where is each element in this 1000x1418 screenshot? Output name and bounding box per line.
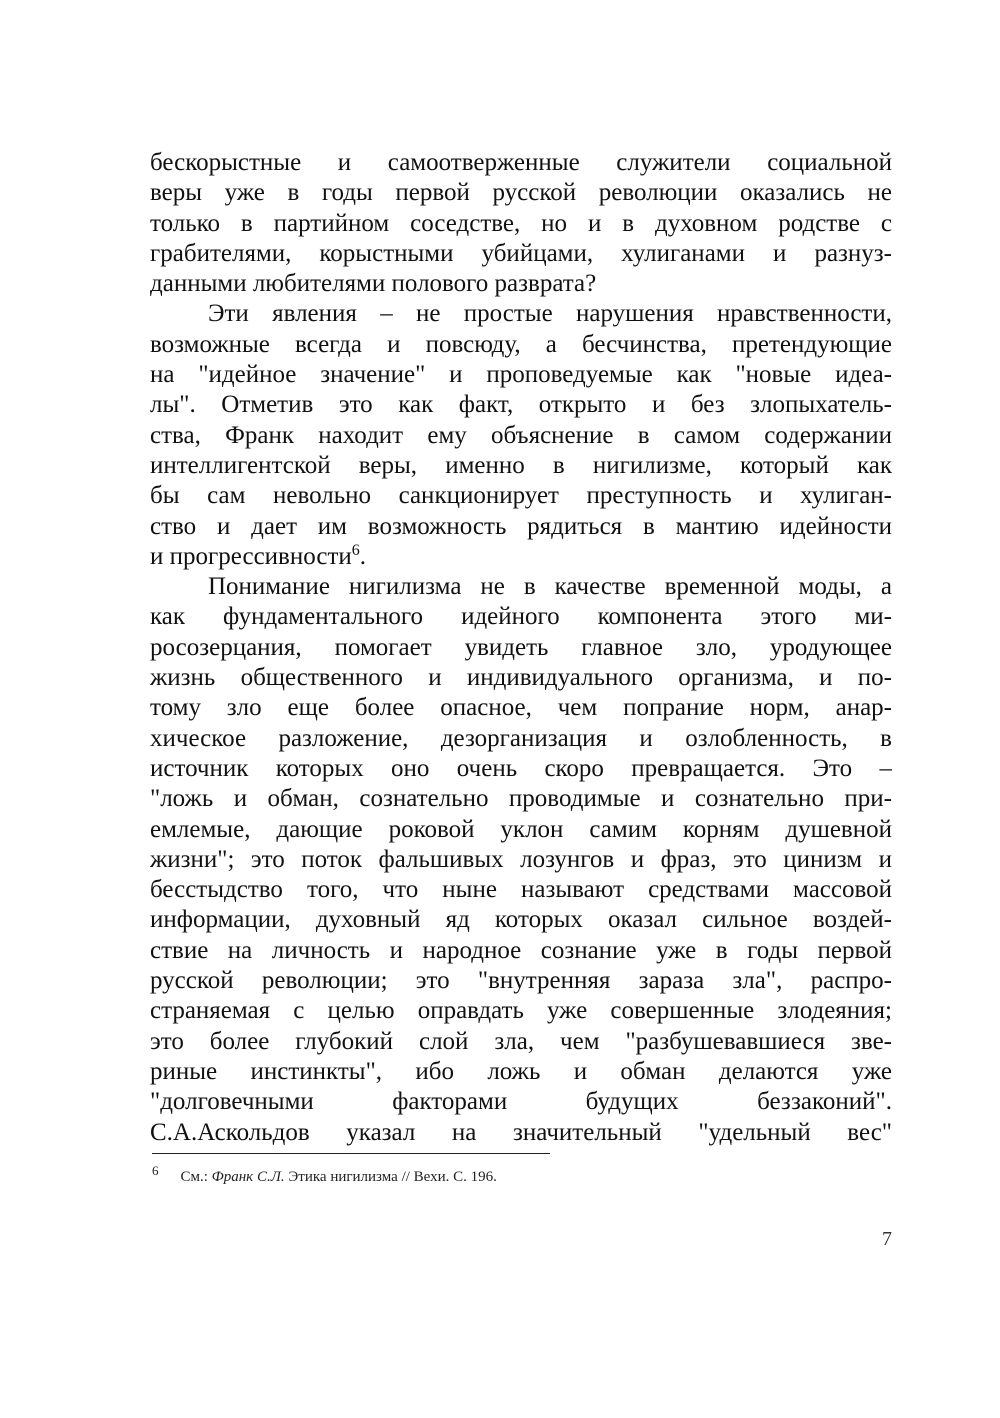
text-line: это более глубокий слой зла, чем "разбушевавшиеся зве- bbox=[150, 1027, 892, 1055]
text-line: бесстыдство того, что ныне называют средствами массовой bbox=[150, 876, 892, 904]
text-line: интеллигентской веры, именно в нигилизме, который как bbox=[150, 451, 892, 479]
text-line-with-footnote-ref: и прогрессивности$^6$. bbox=[150, 541, 367, 570]
footnote-author: Франк С.Л. bbox=[211, 1169, 285, 1185]
body-text bbox=[150, 148, 892, 1148]
text-line: тому зло еще более опасное, чем попрание норм, анар- bbox=[150, 694, 892, 722]
text-line: источник которых оно очень скоро превращается. Это – bbox=[150, 754, 892, 782]
text-line: Понимание нигилизма не в качестве временной моды, а bbox=[208, 573, 892, 601]
text-line: риные инстинкты", ибо ложь и обман делаются уже bbox=[150, 1057, 892, 1085]
footnote-reference: 6 bbox=[351, 541, 360, 559]
text-line: ствие на личность и народное сознание уже в годы первой bbox=[150, 936, 892, 964]
text-line: возможные всегда и повсюду, а бесчинства, претендующие bbox=[150, 330, 892, 358]
text-line: информации, духовный яд которых оказал сильное воздей- bbox=[150, 906, 892, 934]
text-line: Эти явления – не простые нарушения нравственности, bbox=[208, 300, 892, 328]
text-line: жизнь общественного и индивидуального организма, и по- bbox=[150, 664, 892, 692]
text-line: ство и дает им возможность рядиться в мантию идейности bbox=[150, 512, 892, 540]
footnote-divider bbox=[152, 1153, 550, 1154]
text-line: бы сам невольно санкционирует преступность и хулиган- bbox=[150, 482, 892, 510]
text-line: на "идейное значение" и проповедуемые как "новые идеа- bbox=[150, 361, 892, 389]
page-number: 7 bbox=[882, 1228, 892, 1250]
text-line: бескорыстные и самоотверженные служители социальной bbox=[150, 149, 892, 176]
text-line: "ложь и обман, сознательно проводимые и сознательно при- bbox=[150, 785, 892, 813]
text-line: только в партийном соседстве, но и в духовном родстве с bbox=[150, 209, 892, 237]
footnote bbox=[152, 1160, 892, 1188]
text-line: как фундаментального идейного компонента этого ми- bbox=[150, 603, 892, 631]
footnote-prefix: См.: bbox=[180, 1169, 212, 1185]
text-line: страняемая с целью оправдать уже совершенные злодеяния; bbox=[150, 997, 892, 1025]
text-line: росозерцания, помогает увидеть главное зло, уродующее bbox=[150, 633, 892, 661]
text-line: жизни"; это поток фальшивых лозунгов и фраз, это цинизм и bbox=[150, 845, 892, 873]
footnote-source: Этика нигилизма // Вехи. С. 196. bbox=[284, 1169, 497, 1185]
text-line-content: и прогрессивности bbox=[150, 542, 352, 570]
text-line: русской революции; это "внутренняя зараза зла", распро- bbox=[150, 967, 892, 995]
text-line: лы". Отметив это как факт, открыто и без злопыхатель- bbox=[150, 391, 892, 419]
text-line: хическое разложение, дезорганизация и озлобленность, в bbox=[150, 724, 892, 752]
text-line: ства, Франк находит ему объяснение в самом содержании bbox=[150, 421, 892, 449]
text-line: данными любителями полового разврата? bbox=[150, 270, 597, 298]
footnote-marker: 6 bbox=[152, 1163, 159, 1178]
text-line: С.А.Аскольдов указал на значительный "удельный вес" bbox=[150, 1118, 892, 1146]
text-line: веры уже в годы первой русской революции оказались не bbox=[150, 179, 892, 207]
text-line: "долговечными факторами будущих беззаконий". bbox=[150, 1088, 892, 1116]
text-line: емлемые, дающие роковой уклон самим корням душевной bbox=[150, 815, 892, 843]
text-line: грабителями, корыстными убийцами, хулиганами и разнуз- bbox=[150, 239, 892, 267]
